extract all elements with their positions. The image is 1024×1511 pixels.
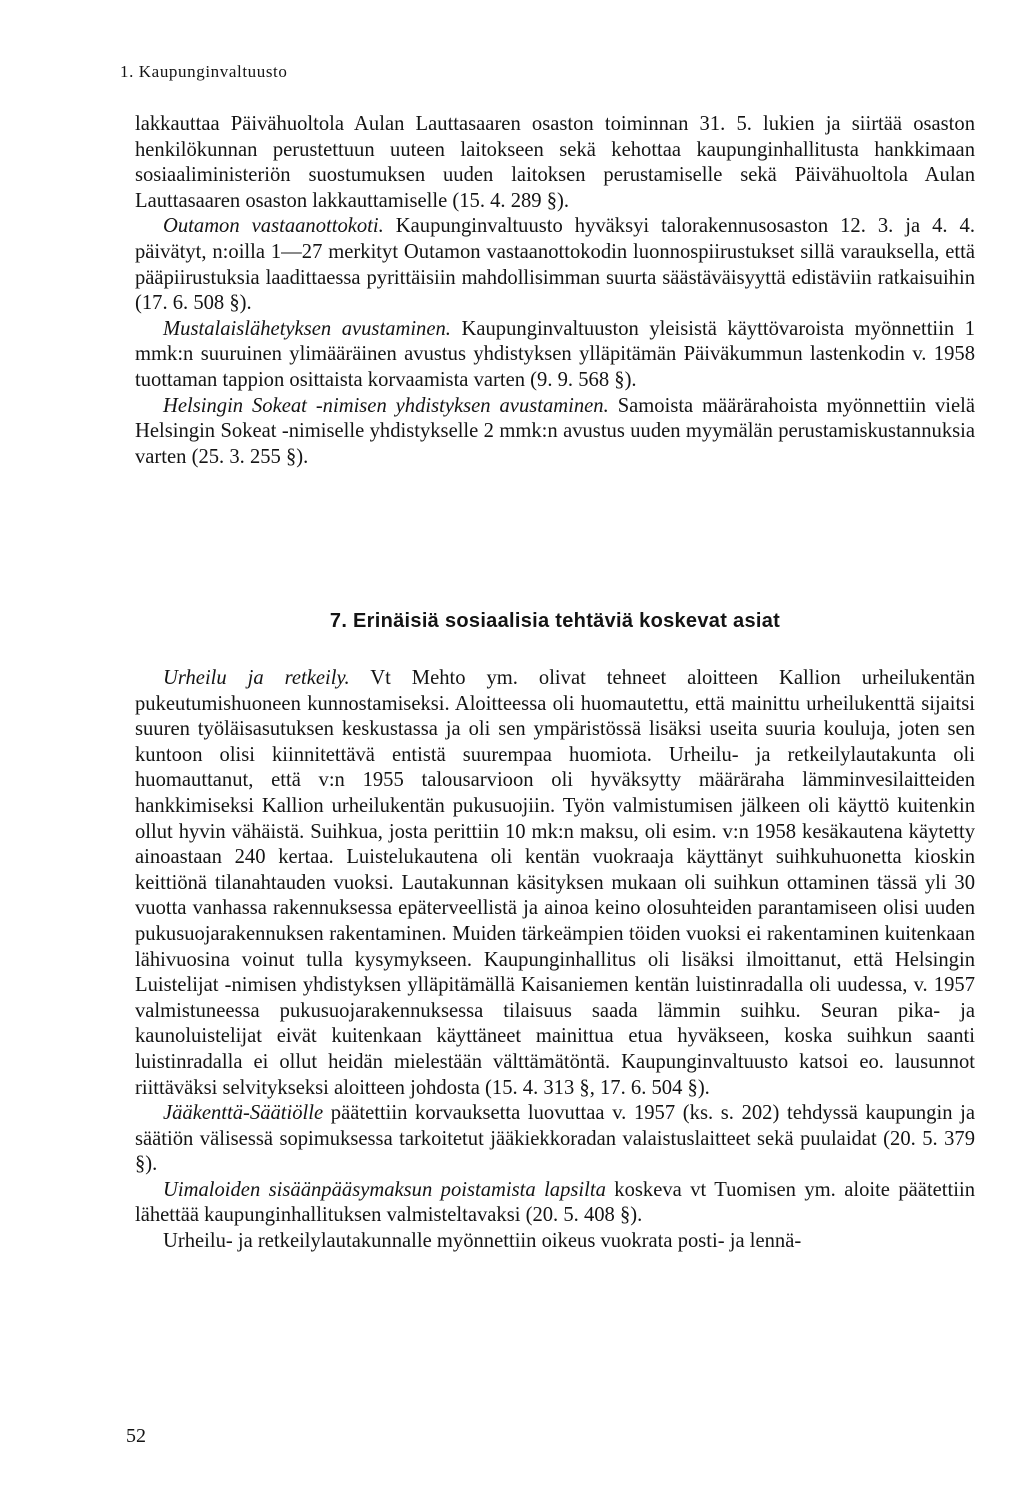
paragraph-lead: Urheilu ja retkeily.: [163, 667, 350, 689]
paragraph-jaakentta: [135, 1101, 975, 1178]
paragraph-paivahuoltola: lakkauttaa Päivähuoltola Aulan Lauttasaaren osaston toiminnan 31. 5. lukien ja siirtää osaston henkilökunnan perustettuun uuteen laitokseen sekä kehottaa kaupunginhallitusta hankkimaan sosiaaliministeriön suostumuksen uuden laitoksen perustamiselle sekä Päivähuoltola Aulan Lauttasaaren osaston lakkauttamiselle (15. 4. 289 §).: [135, 113, 975, 212]
paragraph-body: Vt Mehto ym. olivat tehneet aloitteen Kallion urheilukentän pukeutumishuoneen kunnostamiseksi. Aloitteessa oli huomautettu, että mainittu urheilukenttä sijaitsi suuren työläisasutuksen keskustassa ja oli sen ympäristössä lisäksi useita suuria kouluja, joten sen kuntoon olisi kiinnitettävä entistä suurempaa huomiota. Urheilu- ja retkeilylautakunta oli huomauttanut, että v:n 1955 talousarvioon oli hyväksytty määräraha lämminvesilaitteiden hankkimiseksi Kallion urheilukentän pukusuojiin. Työn valmistumisen jälkeen oli käyttö kuitenkin ollut hyvin vähäistä. Suihkua, josta perittiin 10 mk:n maksu, oli esim. v:n 1958 kesäkautena käytetty ainoastaan 240 kertaa. Luistelukautena oli kentän vuokraaja käyttänyt suihkuhuonetta kioskin keittiönä tilanahtauden vuoksi. Lautakunnan käsityksen mukaan oli suihkun ottaminen tässä yli 30 vuotta vanhassa rakennuksessa epäterveellistä ja ainoa keino olosuhteiden parantamiseen olisi uuden pukusuojarakennuksen rakentaminen. Muiden tärkeämpien töiden vuoksi ei rakentaminen kuitenkaan lähivuosina voinut tulla kysymykseen. Kaupunginhallitus oli lisäksi ilmoittanut, että Helsingin Luistelijat -nimisen yhdistyksen ylläpitämällä Kaisaniemen kentän luistinradalla oli uudessa, v. 1957 valmistuneessa pukusuojarakennuksessa tilaisuus saada lämmin suihku. Seuran pika- ja kaunoluistelijat eivät kuitenkaan käyttäneet mainittua etua hyväkseen, koska suihkun saanti luistinradalla ei ollut heidän mielestään välttämätöntä. Kaupunginvaltuusto katsoi eo. lausunnot riittäväksi selvitykseksi aloitteen johdosta (15. 4. 313 §, 17. 6. 504 §).: [135, 667, 975, 1099]
paragraph-urheilu: [135, 666, 975, 1101]
page-number: 52: [126, 1425, 146, 1447]
paragraph-lead: Mustalaislähetyksen avustaminen.: [163, 317, 451, 340]
paragraph-body: koskeva vt Tuomisen ym. aloite päätettiin lähettää kaupunginhallituksen valmisteltavaksi (20. 5. 408 §).: [135, 1178, 975, 1227]
paragraph-lead: Jääkenttä-Säätiölle: [163, 1102, 324, 1125]
paragraph-body: päätettiin korvauksetta luovuttaa v. 1957 (ks. s. 202) tehdyssä kaupungin ja säätiön välisessä sopimuksessa tarkoitetut jääkiekkoradan valaistuslaitteet sekä puulaidat (20. 5. 379 §).: [135, 1102, 975, 1176]
section-7-heading: 7. Erinäisiä sosiaalisia tehtäviä koskevat asiat: [329, 610, 781, 632]
section-7-body: [135, 666, 975, 1255]
paragraph-lead: Helsingin Sokeat -nimisen yhdistyksen avustaminen.: [163, 394, 609, 417]
paragraph-outamo: [135, 214, 975, 316]
paragraph-body: Kaupunginvaltuuston yleisistä käyttövaroista myönnettiin 1 mmk:n suuruinen ylimääräinen avustus yhdistyksen ylläpitämän Päiväkummun lastenkodin v. 1958 tuottaman tappion osittaista korvaamista varten (9. 9. 568 §).: [135, 317, 976, 391]
paragraph-vuokraus: Urheilu- ja retkeilylautakunnalle myönnettiin oikeus vuokrata posti- ja lennä-: [163, 1230, 802, 1253]
section-6-continuation: [135, 112, 975, 470]
running-head: 1. Kaupunginvaltuusto: [120, 62, 288, 81]
paragraph-lead: Outamon vastaanottokoti.: [163, 215, 384, 238]
paragraph-lead: Uimaloiden sisäänpääsymaksun poistamista lapsilta: [163, 1178, 606, 1201]
paragraph-body: Samoista määrärahoista myönnettiin vielä Helsingin Sokeat -nimiselle yhdistykselle 2 mmk:n avustus uuden myymälän perustamiskustannuksia varten (25. 3. 255 §).: [135, 394, 975, 468]
paragraph-mustalaislahetys: [135, 317, 975, 394]
paragraph-body: Kaupunginvaltuusto hyväksyi talorakennusosaston 12. 3. ja 4. 4. päivätyt, n:oilla 1—27 merkityt Outamon vastaanottokodin luonnospiirustukset sillä varauksella, että pääpiirustuksia laadittaessa pyrittäisiin mahdollisimman suurta säästäväisyyttä edistäviin ratkaisuihin (17. 6. 508 §).: [135, 215, 976, 315]
paragraph-sokeat: [135, 394, 975, 471]
paragraph-uimalat: [135, 1178, 975, 1229]
